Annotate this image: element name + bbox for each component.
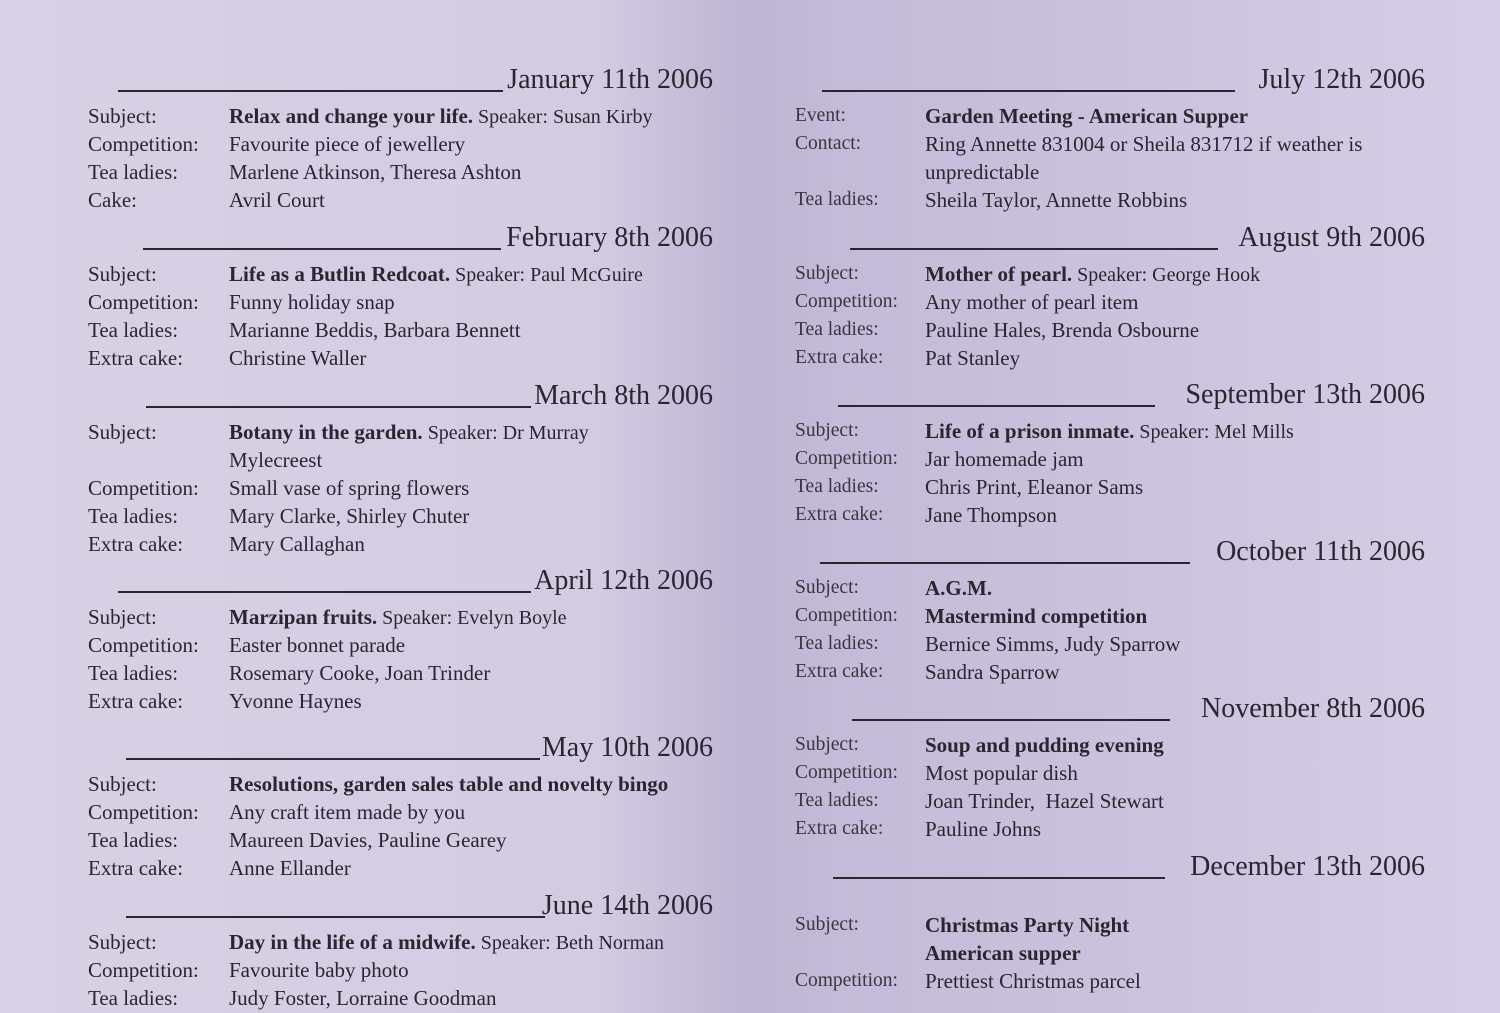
detail-row [88,956,713,984]
detail-row [795,658,1425,686]
detail-text: Rosemary Cooke, Joan Trinder [229,661,491,685]
detail-value [925,815,1041,843]
detail-speaker: Speaker: Dr Murray [422,422,589,444]
detail-row [795,574,1425,602]
detail-value [925,260,1260,288]
detail-row [88,102,713,130]
detail-speaker: Speaker: Paul McGuire [450,264,643,286]
detail-text: Funny holiday snap [229,290,395,314]
detail-row [88,770,713,798]
detail-label: Tea ladies: [795,476,879,497]
detail-value [925,658,1060,686]
detail-row [88,446,713,474]
detail-row [795,288,1425,316]
detail-value [229,130,465,158]
header-rule [143,248,501,250]
detail-row [795,102,1425,130]
header-rule [146,406,531,408]
detail-text: unpredictable [925,160,1040,184]
meeting-date: June 14th 2006 [541,890,713,921]
meeting-entry [88,378,713,558]
meeting-header [795,534,1425,574]
detail-label: Competition: [795,970,898,991]
detail-label: Subject: [88,605,157,629]
detail-value [229,288,395,316]
detail-value [229,316,521,344]
detail-text: Christine Waller [229,346,367,370]
detail-text: Mary Callaghan [229,532,365,556]
detail-value [925,602,1147,630]
meeting-header [795,377,1425,417]
detail-text: Mylecreest [229,448,323,472]
detail-value [925,911,1129,939]
detail-text: Jane Thompson [925,503,1058,527]
detail-title: Mother of pearl. [925,262,1073,286]
detail-label: Subject: [88,262,157,286]
meeting-date: January 11th 2006 [507,64,713,95]
detail-value [925,344,1020,372]
detail-row [795,260,1425,288]
detail-value [229,530,365,558]
detail-label: Subject: [795,914,859,935]
detail-row [88,158,713,186]
detail-title: Life of a prison inmate. [925,419,1135,443]
detail-label: Extra cake: [795,818,884,839]
header-rule [126,916,545,918]
meeting-entry [88,888,713,1012]
detail-label: Competition: [795,762,898,783]
meeting-header [88,220,713,260]
detail-text: Mary Clarke, Shirley Chuter [229,504,470,528]
detail-text: Yvonne Haynes [229,689,362,713]
detail-label: Cake: [88,188,137,212]
detail-value [229,260,643,288]
detail-label: Subject: [88,104,157,128]
detail-row [795,731,1425,759]
detail-value [229,770,668,798]
header-rule [126,758,540,760]
header-rule [833,877,1165,879]
detail-text: Any craft item made by you [229,800,466,824]
detail-row [88,130,713,158]
detail-row [795,186,1425,214]
detail-value [925,288,1138,316]
detail-value [229,928,664,956]
meeting-date: December 13th 2006 [1190,851,1425,882]
detail-row [88,288,713,316]
meeting-header [88,62,713,102]
detail-label: Competition: [795,291,898,312]
detail-label: Extra cake: [795,661,884,682]
detail-text: Prettiest Christmas parcel [925,969,1141,993]
header-rule [838,405,1155,407]
detail-value [229,956,409,984]
detail-row [88,530,713,558]
detail-label: Tea ladies: [88,661,179,685]
detail-label: Subject: [88,930,157,954]
detail-value [925,445,1084,473]
meeting-date: November 8th 2006 [1201,693,1425,724]
detail-value [925,939,1081,967]
detail-speaker: Speaker: George Hook [1072,264,1261,286]
detail-text: Marianne Beddis, Barbara Bennett [229,318,521,342]
detail-row [795,967,1425,995]
meeting-header [795,62,1425,102]
detail-text: Avril Court [229,188,325,212]
detail-label: Tea ladies: [88,160,179,184]
detail-value [229,502,469,530]
detail-text: Favourite piece of jewellery [229,132,466,156]
detail-title: A.G.M. [925,576,993,600]
meeting-header [795,849,1425,889]
detail-row [88,631,713,659]
detail-value [925,417,1294,445]
detail-value [229,984,496,1012]
detail-label: Competition: [88,290,199,314]
detail-text: Judy Foster, Lorraine Goodman [229,986,497,1010]
header-rule [852,719,1170,721]
meeting-header [795,220,1425,260]
header-rule [118,591,531,593]
detail-label: Tea ladies: [795,189,879,210]
detail-text: Marlene Atkinson, Theresa Ashton [229,160,522,184]
meeting-header [88,888,713,928]
detail-value [229,826,507,854]
detail-text: Pauline Johns [925,817,1042,841]
detail-row [88,344,713,372]
detail-label: Tea ladies: [795,319,879,340]
detail-title: Resolutions, garden sales table and novelty bingo [229,772,669,796]
detail-title: Day in the life of a midwife. [229,930,476,954]
detail-value [229,418,589,446]
detail-text: Anne Ellander [229,856,351,880]
detail-value [229,631,405,659]
detail-row [795,130,1425,158]
detail-text: Pat Stanley [925,346,1021,370]
meeting-date: August 9th 2006 [1238,222,1425,253]
detail-title: Garden Meeting - American Supper [925,104,1249,128]
detail-title: Christmas Party Night [925,913,1130,937]
meeting-entry [88,730,713,882]
detail-value [925,102,1248,130]
detail-value [229,798,465,826]
detail-value [925,186,1187,214]
detail-row [88,984,713,1012]
detail-value [925,787,1164,815]
detail-label: Tea ladies: [88,318,179,342]
detail-row [795,911,1425,939]
detail-value [925,473,1143,501]
detail-value [229,102,652,130]
detail-label: Subject: [795,420,859,441]
detail-value [229,687,362,715]
detail-row [88,474,713,502]
meeting-entry [795,534,1425,686]
detail-row [795,602,1425,630]
detail-label: Contact: [795,133,862,154]
detail-label: Subject: [88,772,157,796]
detail-text: Jar homemade jam [925,447,1084,471]
detail-value [925,501,1057,529]
meeting-date: May 10th 2006 [541,732,713,763]
detail-label: Extra cake: [795,504,884,525]
detail-speaker: Speaker: Evelyn Boyle [377,607,567,629]
detail-title: Botany in the garden. [229,420,423,444]
detail-value [925,158,1039,186]
meeting-date: July 12th 2006 [1258,64,1425,95]
meeting-entry [795,220,1425,372]
detail-label: Tea ladies: [88,504,179,528]
detail-title: Relax and change your life. [229,104,474,128]
detail-speaker: Speaker: Beth Norman [475,932,665,954]
detail-row [88,418,713,446]
detail-value [925,630,1180,658]
detail-row [795,158,1425,186]
meeting-entry [88,563,713,715]
detail-row [88,603,713,631]
meeting-header [88,563,713,603]
detail-row [795,344,1425,372]
detail-value [229,603,567,631]
detail-row [795,787,1425,815]
meeting-date: February 8th 2006 [506,222,713,253]
detail-label: Extra cake: [88,532,184,556]
detail-label: Extra cake: [88,346,184,370]
detail-text: Maureen Davies, Pauline Gearey [229,828,507,852]
detail-text: Favourite baby photo [229,958,409,982]
detail-title: Marzipan fruits. [229,605,378,629]
detail-row [795,501,1425,529]
detail-value [925,130,1362,158]
detail-label: Extra cake: [88,689,184,713]
meeting-entry [88,62,713,214]
detail-row [795,316,1425,344]
detail-text: Chris Print, Eleanor Sams [925,475,1144,499]
header-rule [822,90,1235,92]
detail-text: Small vase of spring flowers [229,476,470,500]
detail-text: Easter bonnet parade [229,633,406,657]
detail-value [229,344,366,372]
detail-text: Sheila Taylor, Annette Robbins [925,188,1188,212]
meeting-header [88,730,713,770]
meeting-date: October 11th 2006 [1216,536,1425,567]
detail-text: Most popular dish [925,761,1078,785]
detail-row [88,186,713,214]
detail-value [229,659,490,687]
detail-speaker: Speaker: Mel Mills [1134,421,1294,443]
detail-label: Tea ladies: [88,986,179,1010]
detail-label: Competition: [88,476,199,500]
detail-title: Life as a Butlin Redcoat. [229,262,451,286]
detail-value [925,574,992,602]
detail-text: Ring Annette 831004 or Sheila 831712 if weather is [925,132,1363,156]
detail-text: Joan Trinder, Hazel Stewart [925,789,1164,813]
detail-row [795,815,1425,843]
header-rule [820,562,1190,564]
header-rule [118,90,503,92]
meeting-date: March 8th 2006 [534,380,713,411]
meeting-header [795,691,1425,731]
detail-label: Competition: [88,132,199,156]
detail-value [229,186,325,214]
detail-value [229,158,521,186]
detail-label: Competition: [88,800,199,824]
detail-label: Extra cake: [88,856,184,880]
detail-label: Subject: [88,420,157,444]
meeting-entry [795,377,1425,529]
detail-label: Competition: [88,633,199,657]
detail-row [88,928,713,956]
detail-title: Soup and pudding evening [925,733,1164,757]
detail-text: Bernice Simms, Judy Sparrow [925,632,1181,656]
detail-label: Subject: [795,734,859,755]
detail-label: Extra cake: [795,347,884,368]
detail-label: Subject: [795,577,859,598]
detail-value [925,316,1199,344]
detail-text: Sandra Sparrow [925,660,1060,684]
meeting-entry [88,220,713,372]
meeting-entry [795,691,1425,843]
detail-row [88,260,713,288]
meeting-entry [795,849,1425,995]
meeting-entry [795,62,1425,214]
detail-label: Competition: [88,958,199,982]
detail-row [88,316,713,344]
detail-row [795,473,1425,501]
detail-value [229,446,322,474]
detail-label: Tea ladies: [795,790,879,811]
detail-label: Competition: [795,605,898,626]
detail-row [795,759,1425,787]
meeting-date: September 13th 2006 [1185,379,1425,410]
detail-row [88,798,713,826]
detail-row [88,687,713,715]
detail-title: American supper [925,941,1081,965]
detail-value [925,967,1141,995]
detail-row [88,854,713,882]
detail-label: Competition: [795,448,898,469]
detail-text: Pauline Hales, Brenda Osbourne [925,318,1200,342]
detail-label: Subject: [795,263,859,284]
detail-title: Mastermind competition [925,604,1148,628]
detail-row [795,939,1425,967]
detail-value [925,731,1164,759]
detail-row [88,659,713,687]
meeting-header [88,378,713,418]
detail-label: Tea ladies: [795,633,879,654]
detail-label: Tea ladies: [88,828,179,852]
detail-value [229,474,469,502]
detail-label: Event: [795,105,846,126]
detail-value [229,854,351,882]
detail-row [88,826,713,854]
detail-row [795,417,1425,445]
meeting-date: April 12th 2006 [534,565,713,596]
detail-row [795,630,1425,658]
detail-value [925,759,1078,787]
detail-text: Any mother of pearl item [925,290,1139,314]
header-rule [850,248,1218,250]
detail-row [88,502,713,530]
detail-row [795,445,1425,473]
detail-speaker: Speaker: Susan Kirby [473,106,653,128]
